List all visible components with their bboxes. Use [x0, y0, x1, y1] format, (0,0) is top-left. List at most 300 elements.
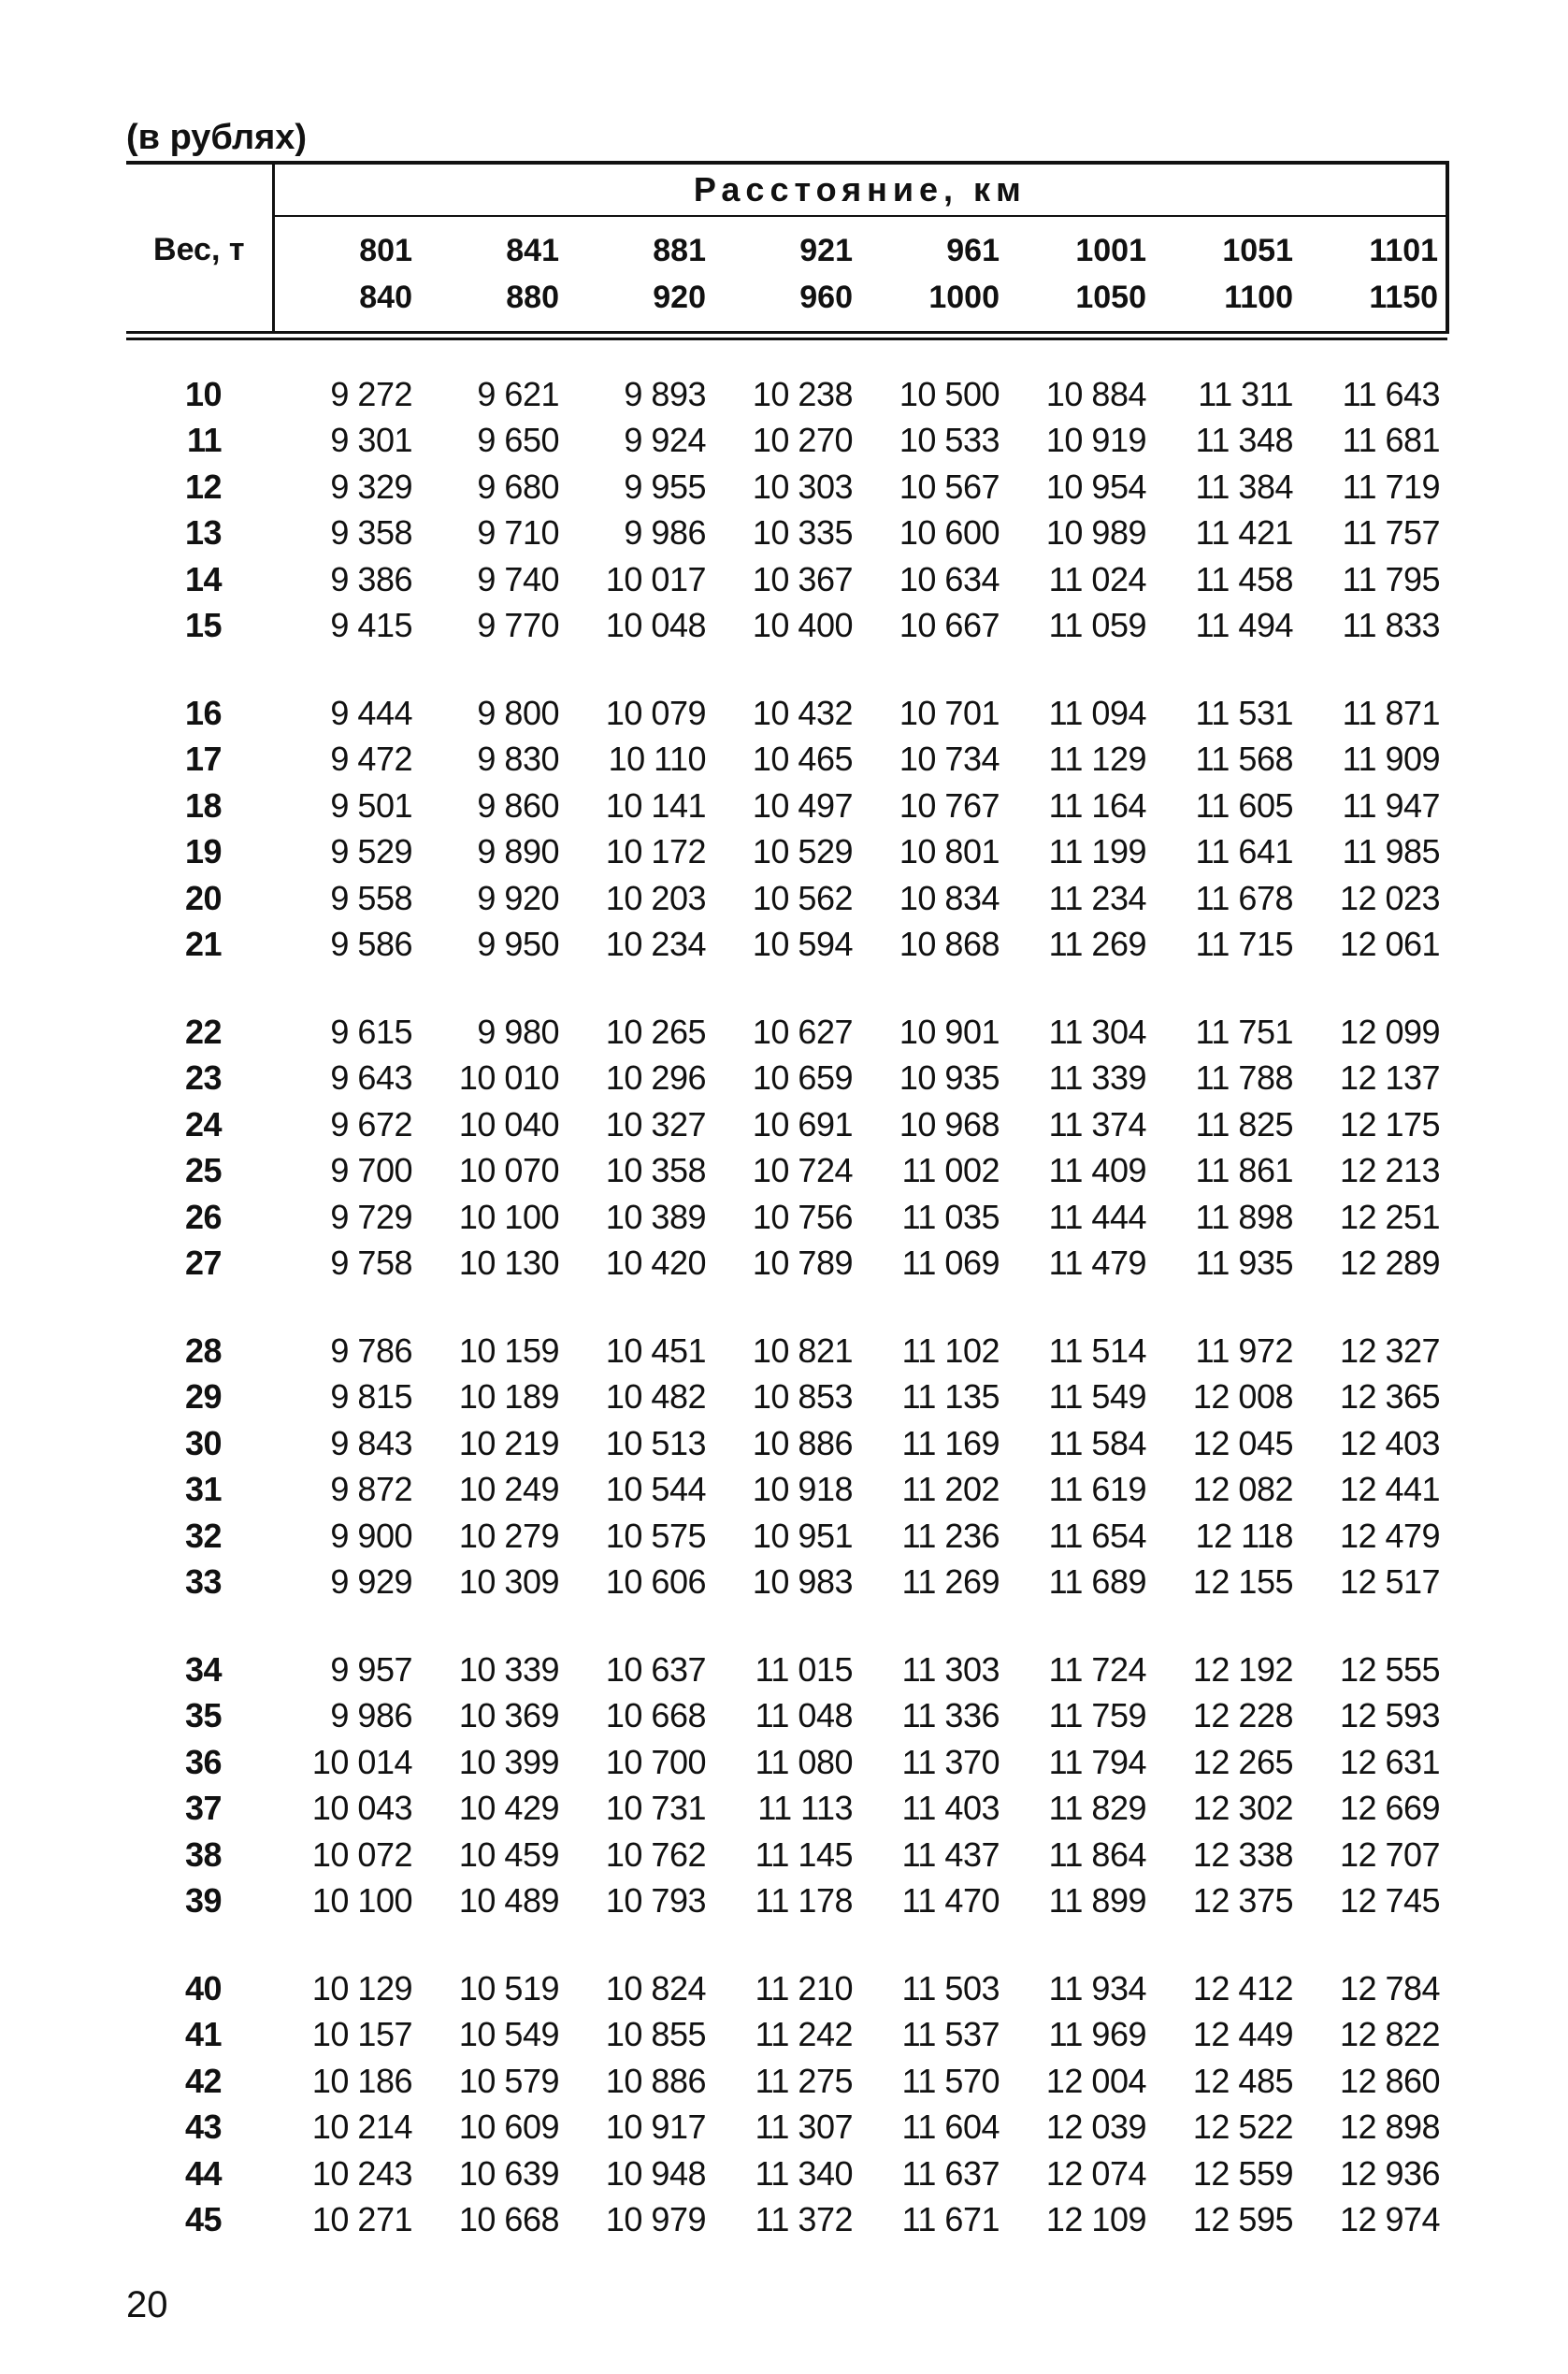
rate-cell: 10 868 [899, 925, 1000, 964]
range-from: 1051 [1222, 233, 1293, 268]
weight-cell: 38 [184, 1834, 222, 1874]
rate-cell: 10 432 [752, 693, 853, 732]
rate-cell: 11 864 [1048, 1834, 1146, 1874]
table-row [126, 1965, 1447, 2012]
table-header [126, 163, 1447, 333]
rate-cell: 10 594 [752, 925, 853, 964]
rate-cell: 10 562 [752, 878, 853, 917]
rate-cell: 10 979 [605, 2200, 706, 2239]
weight-cell: 24 [184, 1104, 222, 1144]
range-from: 881 [653, 233, 706, 268]
rate-cell: 9 501 [330, 785, 412, 825]
rate-cell: 11 269 [901, 1562, 1000, 1602]
table-row [126, 690, 1447, 737]
rate-cell: 10 270 [752, 421, 853, 460]
table-row [126, 2197, 1447, 2244]
rate-cell: 11 643 [1342, 374, 1441, 413]
rate-cell: 11 899 [1048, 1881, 1146, 1921]
weight-cell: 44 [184, 2153, 222, 2193]
rate-cell: 11 307 [755, 2108, 853, 2147]
rate-cell: 11 236 [901, 1516, 1000, 1555]
rate-cell: 11 678 [1195, 878, 1293, 917]
weight-cell: 35 [184, 1696, 222, 1735]
rate-cell: 11 794 [1048, 1742, 1146, 1781]
rate-cell: 12 449 [1192, 2015, 1293, 2054]
rate-cell: 10 609 [458, 2108, 559, 2147]
rate-cell: 11 788 [1195, 1058, 1293, 1098]
weight-cell: 21 [184, 925, 222, 964]
rate-cell: 12 555 [1339, 1649, 1441, 1689]
rate-cell: 10 951 [752, 1516, 853, 1555]
rate-cell: 10 339 [458, 1649, 559, 1689]
rate-cell: 11 825 [1195, 1104, 1293, 1144]
rate-cell: 10 265 [605, 1012, 706, 1051]
rate-cell: 10 238 [752, 374, 853, 413]
rate-cell: 11 470 [901, 1881, 1000, 1921]
rate-cell: 12 595 [1192, 2200, 1293, 2239]
rate-cell: 11 384 [1195, 467, 1293, 506]
rate-cell: 9 924 [624, 421, 706, 460]
rate-cell: 9 900 [330, 1516, 412, 1555]
rate-cell: 10 724 [752, 1151, 853, 1190]
weight-cell: 40 [184, 1968, 222, 2007]
rate-cell: 10 040 [458, 1104, 559, 1144]
rate-cell: 9 358 [330, 513, 412, 553]
rate-cell: 11 340 [755, 2153, 853, 2193]
rate-cell: 10 989 [1045, 513, 1146, 553]
rate-cell: 10 400 [752, 606, 853, 645]
range-from: 921 [799, 233, 853, 268]
range-to: 1150 [1369, 280, 1439, 315]
weight-cell: 17 [184, 740, 222, 779]
rate-cell: 10 079 [605, 693, 706, 732]
rate-cell: 10 157 [311, 2015, 412, 2054]
rate-cell: 10 335 [752, 513, 853, 553]
rate-cell: 10 917 [605, 2108, 706, 2147]
range-from: 841 [506, 233, 559, 268]
rate-cell: 11 234 [1048, 878, 1146, 917]
rate-cell: 10 451 [605, 1331, 706, 1370]
rate-cell: 11 275 [755, 2061, 853, 2100]
rate-cell: 11 605 [1195, 785, 1293, 825]
rate-cell: 11 985 [1342, 832, 1441, 871]
rate-cell: 11 795 [1342, 559, 1441, 598]
rate-cell: 11 972 [1195, 1331, 1293, 1370]
rate-cell: 9 920 [477, 878, 559, 917]
distance-range-header [1301, 216, 1447, 333]
weight-cell: 18 [184, 785, 222, 825]
rate-cell: 11 715 [1195, 925, 1293, 964]
rate-cell: 9 986 [330, 1696, 412, 1735]
range-from: 1101 [1369, 233, 1439, 268]
rate-cell: 10 731 [605, 1789, 706, 1828]
rate-cell: 10 249 [458, 1470, 559, 1509]
weight-cell: 29 [184, 1377, 222, 1417]
rate-cell: 11 604 [901, 2108, 1000, 2147]
table-row [126, 1420, 1447, 1467]
rate-cell: 11 135 [901, 1377, 1000, 1417]
rate-cell: 10 701 [899, 693, 1000, 732]
rate-cell: 12 479 [1339, 1516, 1441, 1555]
rate-cell: 9 843 [330, 1423, 412, 1462]
rate-cell: 12 441 [1339, 1470, 1441, 1509]
weight-cell: 12 [184, 467, 222, 506]
table-row [126, 875, 1447, 922]
rate-cell: 10 429 [458, 1789, 559, 1828]
table-row [126, 1739, 1447, 1786]
weight-cell: 13 [184, 513, 222, 553]
rate-cell: 11 080 [755, 1742, 853, 1781]
rate-cell: 10 110 [608, 740, 706, 779]
rate-cell: 11 671 [901, 2200, 1000, 2239]
rate-cell: 12 593 [1339, 1696, 1441, 1735]
rate-cell: 11 210 [755, 1968, 853, 2007]
rate-cell: 12 936 [1339, 2153, 1441, 2193]
rate-cell: 11 336 [901, 1696, 1000, 1735]
rate-cell: 12 327 [1339, 1331, 1441, 1370]
rate-cell: 10 017 [605, 559, 706, 598]
rate-cell: 9 272 [330, 374, 412, 413]
rate-cell: 12 118 [1195, 1516, 1293, 1555]
rate-cell: 11 242 [755, 2015, 853, 2054]
weight-cell: 41 [184, 2015, 222, 2054]
rate-cell: 11 372 [755, 2200, 853, 2239]
table-row [126, 556, 1447, 603]
rate-cell: 10 189 [458, 1377, 559, 1417]
rate-cell: 12 192 [1192, 1649, 1293, 1689]
rate-cell: 12 669 [1339, 1789, 1441, 1828]
rate-cell: 9 329 [330, 467, 412, 506]
weight-cell: 32 [184, 1516, 222, 1555]
rate-cell: 9 830 [477, 740, 559, 779]
rate-cell: 11 757 [1342, 513, 1441, 553]
rate-cell: 11 947 [1342, 785, 1441, 825]
rate-cell: 12 155 [1192, 1562, 1293, 1602]
rate-cell: 10 968 [899, 1104, 1000, 1144]
weight-cell: 43 [184, 2108, 222, 2147]
rate-cell: 9 444 [330, 693, 412, 732]
rate-cell: 10 579 [458, 2061, 559, 2100]
rate-cell: 11 437 [901, 1834, 1000, 1874]
rate-cell: 10 010 [458, 1058, 559, 1098]
weight-cell: 16 [184, 693, 222, 732]
rate-cell: 9 415 [330, 606, 412, 645]
rate-cell: 12 745 [1339, 1881, 1441, 1921]
rate-cell: 9 893 [624, 374, 706, 413]
rate-cell: 10 983 [752, 1562, 853, 1602]
rate-cell: 12 045 [1192, 1423, 1293, 1462]
weight-cell: 36 [184, 1742, 222, 1781]
rate-cell: 10 043 [311, 1789, 412, 1828]
rate-cell: 10 659 [752, 1058, 853, 1098]
rate-cell: 11 145 [755, 1834, 853, 1874]
rate-cell: 10 606 [605, 1562, 706, 1602]
rate-cell: 11 002 [901, 1151, 1000, 1190]
rate-cell: 10 465 [752, 740, 853, 779]
rate-cell: 11 829 [1048, 1789, 1146, 1828]
rate-cell: 12 175 [1339, 1104, 1441, 1144]
rate-cell: 11 494 [1195, 606, 1293, 645]
rate-cell: 11 370 [901, 1742, 1000, 1781]
rate-cell: 12 039 [1045, 2108, 1146, 2147]
rate-cell: 12 898 [1339, 2108, 1441, 2147]
rate-cell: 12 822 [1339, 2015, 1441, 2054]
double-rule [126, 338, 1447, 340]
range-to: 960 [799, 280, 853, 315]
rate-cell: 9 729 [330, 1197, 412, 1236]
rate-cell: 10 420 [605, 1244, 706, 1283]
rate-cell: 10 367 [752, 559, 853, 598]
rate-cell: 12 365 [1339, 1377, 1441, 1417]
rate-cell: 11 934 [1048, 1968, 1146, 2007]
range-to: 1050 [1075, 280, 1146, 315]
rate-cell: 10 070 [458, 1151, 559, 1190]
rate-cell: 12 109 [1045, 2200, 1146, 2239]
distance-range-header [273, 216, 420, 333]
rate-cell: 10 141 [605, 785, 706, 825]
weight-cell: 23 [184, 1058, 222, 1098]
rate-cell: 11 348 [1195, 421, 1293, 460]
rate-cell: 9 650 [477, 421, 559, 460]
weight-cell: 14 [184, 559, 222, 598]
rate-cell: 10 072 [311, 1834, 412, 1874]
rate-cell: 11 935 [1195, 1244, 1293, 1283]
rate-cell: 10 627 [752, 1012, 853, 1051]
rate-cell: 10 500 [899, 374, 1000, 413]
rate-cell: 10 399 [458, 1742, 559, 1781]
rate-cell: 12 061 [1339, 925, 1441, 964]
rate-cell: 10 519 [458, 1968, 559, 2007]
rate-cell: 9 986 [624, 513, 706, 553]
rate-cell: 10 459 [458, 1834, 559, 1874]
rate-cell: 10 271 [311, 2200, 412, 2239]
rate-cell: 10 801 [899, 832, 1000, 871]
rate-cell: 10 668 [458, 2200, 559, 2239]
rate-cell: 12 375 [1192, 1881, 1293, 1921]
rate-cell: 9 710 [477, 513, 559, 553]
rate-cell: 10 637 [605, 1649, 706, 1689]
rate-cell: 9 815 [330, 1377, 412, 1417]
table-row [126, 1056, 1447, 1102]
rate-cell: 10 279 [458, 1516, 559, 1555]
rate-cell: 12 251 [1339, 1197, 1441, 1236]
rate-cell: 11 759 [1048, 1696, 1146, 1735]
rate-cell: 10 513 [605, 1423, 706, 1462]
rate-cell: 12 228 [1192, 1696, 1293, 1735]
rate-cell: 10 948 [605, 2153, 706, 2193]
distance-group-header: Расстояние, км [273, 163, 1447, 216]
rate-cell: 12 289 [1339, 1244, 1441, 1283]
rate-cell: 12 860 [1339, 2061, 1441, 2100]
rate-cell: 10 014 [311, 1742, 412, 1781]
rate-cell: 11 169 [901, 1423, 1000, 1462]
rate-cell: 11 719 [1342, 467, 1441, 506]
rate-cell: 11 503 [901, 1968, 1000, 2007]
rate-cell: 10 793 [605, 1881, 706, 1921]
rate-cell: 11 129 [1048, 740, 1146, 779]
rate-cell: 11 584 [1048, 1423, 1146, 1462]
weight-cell: 33 [184, 1562, 222, 1602]
rate-cell: 10 303 [752, 467, 853, 506]
weight-column-header: Вес, т [126, 163, 273, 333]
rate-cell: 12 023 [1339, 878, 1441, 917]
rate-cell: 12 522 [1192, 2108, 1293, 2147]
rate-cell: 9 758 [330, 1244, 412, 1283]
rate-cell: 10 159 [458, 1331, 559, 1370]
weight-cell: 15 [184, 606, 222, 645]
table-row [126, 1009, 1447, 1056]
table-row [126, 603, 1447, 650]
weight-cell: 19 [184, 832, 222, 871]
rate-cell: 10 533 [899, 421, 1000, 460]
weight-cell: 22 [184, 1012, 222, 1051]
rate-cell: 10 186 [311, 2061, 412, 2100]
weight-cell: 34 [184, 1649, 222, 1689]
table-row [126, 737, 1447, 784]
table-row [126, 418, 1447, 465]
table-row [126, 371, 1447, 418]
rate-cell: 10 767 [899, 785, 1000, 825]
rate-cell: 9 301 [330, 421, 412, 460]
rate-cell: 11 568 [1195, 740, 1293, 779]
table-row [126, 829, 1447, 876]
rate-cell: 11 751 [1195, 1012, 1293, 1051]
rate-cell: 10 567 [899, 467, 1000, 506]
rate-cell: 10 544 [605, 1470, 706, 1509]
rate-cell: 12 707 [1339, 1834, 1441, 1874]
rate-cell: 12 137 [1339, 1058, 1441, 1098]
rate-cell: 10 600 [899, 513, 1000, 553]
weight-cell: 20 [184, 878, 222, 917]
rate-cell: 10 762 [605, 1834, 706, 1874]
rate-cell: 11 570 [901, 2061, 1000, 2100]
rate-cell: 11 549 [1048, 1377, 1146, 1417]
rate-cell: 12 004 [1045, 2061, 1146, 2100]
group-gap [126, 649, 1447, 690]
rate-cell: 9 890 [477, 832, 559, 871]
rate-cell: 10 901 [899, 1012, 1000, 1051]
rate-cell: 11 537 [901, 2015, 1000, 2054]
rate-cell: 10 668 [605, 1696, 706, 1735]
range-to: 1100 [1224, 280, 1293, 315]
rate-cell: 10 549 [458, 2015, 559, 2054]
group-gap [126, 1924, 1447, 1965]
rate-cell: 12 485 [1192, 2061, 1293, 2100]
rate-cell: 11 311 [1198, 374, 1293, 413]
rate-cell: 11 202 [901, 1470, 1000, 1509]
rate-cell: 10 529 [752, 832, 853, 871]
rate-cell: 9 529 [330, 832, 412, 871]
rate-cell: 9 950 [477, 925, 559, 964]
range-to: 880 [506, 280, 559, 315]
group-gap [126, 1287, 1447, 1328]
table-row [126, 511, 1447, 557]
rate-cell: 11 199 [1048, 832, 1146, 871]
rate-cell: 10 296 [605, 1058, 706, 1098]
rate-cell: 9 386 [330, 559, 412, 598]
rate-cell: 10 853 [752, 1377, 853, 1417]
rate-cell: 10 855 [605, 2015, 706, 2054]
rate-cell: 11 102 [901, 1331, 1000, 1370]
tariff-table [126, 161, 1449, 2243]
rate-cell: 11 339 [1048, 1058, 1146, 1098]
rate-cell: 11 654 [1048, 1516, 1146, 1555]
table-row [126, 1148, 1447, 1195]
rate-cell: 9 680 [477, 467, 559, 506]
distance-range-header [713, 216, 860, 333]
rate-cell: 10 489 [458, 1881, 559, 1921]
rate-cell: 11 898 [1195, 1197, 1293, 1236]
table-row [126, 1647, 1447, 1693]
rate-cell: 9 872 [330, 1470, 412, 1509]
rate-cell: 10 821 [752, 1331, 853, 1370]
range-from: 961 [946, 233, 1000, 268]
rate-cell: 12 631 [1339, 1742, 1441, 1781]
rate-cell: 9 860 [477, 785, 559, 825]
rate-cell: 11 909 [1342, 740, 1441, 779]
rate-cell: 11 479 [1048, 1244, 1146, 1283]
rate-cell: 11 689 [1048, 1562, 1146, 1602]
rate-cell: 10 834 [899, 878, 1000, 917]
rate-cell: 11 681 [1342, 421, 1441, 460]
rate-cell: 11 304 [1048, 1012, 1146, 1051]
table-row [126, 2012, 1447, 2059]
range-to: 1000 [928, 280, 1000, 315]
weight-cell: 26 [184, 1197, 222, 1236]
rate-cell: 9 558 [330, 878, 412, 917]
rate-cell: 11 409 [1048, 1151, 1146, 1190]
table-row [126, 464, 1447, 511]
rate-cell: 9 586 [330, 925, 412, 964]
rate-cell: 12 412 [1192, 1968, 1293, 2007]
table-row [126, 1194, 1447, 1241]
table-row [126, 2151, 1447, 2197]
rate-cell: 10 129 [311, 1968, 412, 2007]
rate-cell: 11 724 [1048, 1649, 1146, 1689]
rate-cell: 11 269 [1048, 925, 1146, 964]
rate-cell: 10 691 [752, 1104, 853, 1144]
rate-cell: 10 954 [1045, 467, 1146, 506]
rate-cell: 9 643 [330, 1058, 412, 1098]
rate-cell: 11 069 [901, 1244, 1000, 1283]
weight-cell: 42 [184, 2061, 222, 2100]
weight-cell: 39 [184, 1881, 222, 1921]
rate-cell: 11 458 [1195, 559, 1293, 598]
rate-cell: 11 619 [1048, 1470, 1146, 1509]
rate-cell: 10 100 [458, 1197, 559, 1236]
rate-cell: 12 265 [1192, 1742, 1293, 1781]
distance-range-header [1007, 216, 1154, 333]
distance-range-header [860, 216, 1007, 333]
table-row [126, 1786, 1447, 1833]
page-number: 20 [126, 2284, 168, 2325]
rate-cell: 10 243 [311, 2153, 412, 2193]
rate-cell: 10 172 [605, 832, 706, 871]
rate-cell: 12 974 [1339, 2200, 1441, 2239]
rate-cell: 9 621 [477, 374, 559, 413]
rate-cell: 11 421 [1195, 513, 1293, 553]
rate-cell: 10 667 [899, 606, 1000, 645]
rate-cell: 11 374 [1048, 1104, 1146, 1144]
weight-cell: 27 [184, 1244, 222, 1283]
rate-cell: 10 634 [899, 559, 1000, 598]
units-caption: (в рублях) [126, 118, 308, 157]
weight-cell: 31 [184, 1470, 222, 1509]
rate-cell: 10 100 [311, 1881, 412, 1921]
rate-cell: 12 403 [1339, 1423, 1441, 1462]
distance-range-header [1154, 216, 1301, 333]
range-to: 920 [653, 280, 706, 315]
